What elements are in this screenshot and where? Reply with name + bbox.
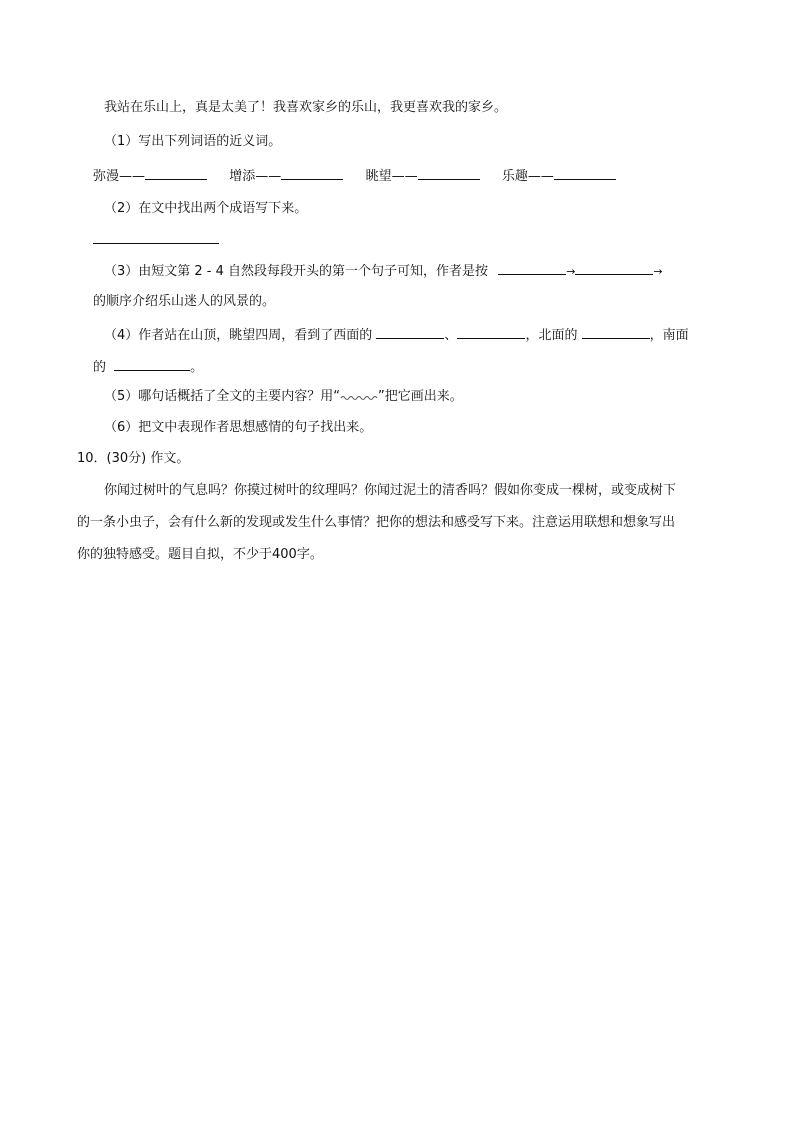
question-4-text: （4）作者站在山顶，眺望四周，看到了西面的 [104,328,373,343]
word-miman: 弥漫—— [93,169,146,184]
answer-blank[interactable] [145,165,207,180]
question-4-line-1 [104,324,689,346]
answer-line[interactable] [93,243,219,244]
question-3-line-2: 的顺序介绍乐山迷人的风景的。 [93,294,276,309]
answer-blank[interactable] [457,324,525,339]
word-lequ: 乐趣—— [501,169,554,184]
arrow-icon: → [653,265,663,278]
answer-blank[interactable] [376,324,444,339]
separator-text: 、 [444,328,458,343]
question-1-label: （1）写出下列词语的近义词。 [104,134,282,149]
word-zengtian: 增添—— [229,169,282,184]
essay-prompt-line-2: 的一条小虫子，会有什么新的发现或发生什么事情？把你的想法和感受写下来。注意运用联想和想象写出 [77,515,676,530]
answer-blank[interactable] [114,356,190,371]
question-4-text-de: 的 [93,360,107,375]
answer-blank[interactable] [554,165,616,180]
question-4-text-north: ，北面的 [525,328,578,343]
answer-blank[interactable] [281,165,343,180]
question-5-text: （5）哪句话概括了全文的主要内容？用“ [104,389,341,404]
intro-paragraph: 我站在乐山上，真是太美了！我喜欢家乡的乐山，我更喜欢我的家乡。 [104,100,508,115]
wavy-underline-icon [340,388,378,400]
question-5-line [104,387,463,407]
word-tiaowang: 眺望—— [365,169,418,184]
arrow-icon: → [566,265,576,278]
question-3-text: （3）由短文第 2 - 4 自然段每段开头的第一个句子可知，作者是按 [104,264,489,279]
question-4-text-south: ，南面 [649,328,689,343]
question-3-line-1 [104,260,663,282]
question-5-text-end: ”把它画出来。 [378,389,463,404]
question-6-label: （6）把文中表现作者思想感情的句子找出来。 [104,420,373,435]
period-text: 。 [190,360,204,375]
question-4-line-2 [93,356,203,378]
question-2-label: （2）在文中找出两个成语写下来。 [104,201,308,216]
essay-prompt-line-3: 你的独特感受。题目自拟，不少于400字。 [77,547,323,562]
answer-blank[interactable] [418,165,480,180]
question-1-words [93,165,616,187]
answer-blank[interactable] [575,260,653,275]
question-10-heading: 10．(30分) 作文。 [77,451,190,466]
answer-blank[interactable] [582,324,650,339]
answer-blank[interactable] [498,260,566,275]
essay-prompt-line-1: 你闻过树叶的气息吗？你摸过树叶的纹理吗？你闻过泥土的清香吗？假如你变成一棵树，或变成树下 [104,483,677,498]
